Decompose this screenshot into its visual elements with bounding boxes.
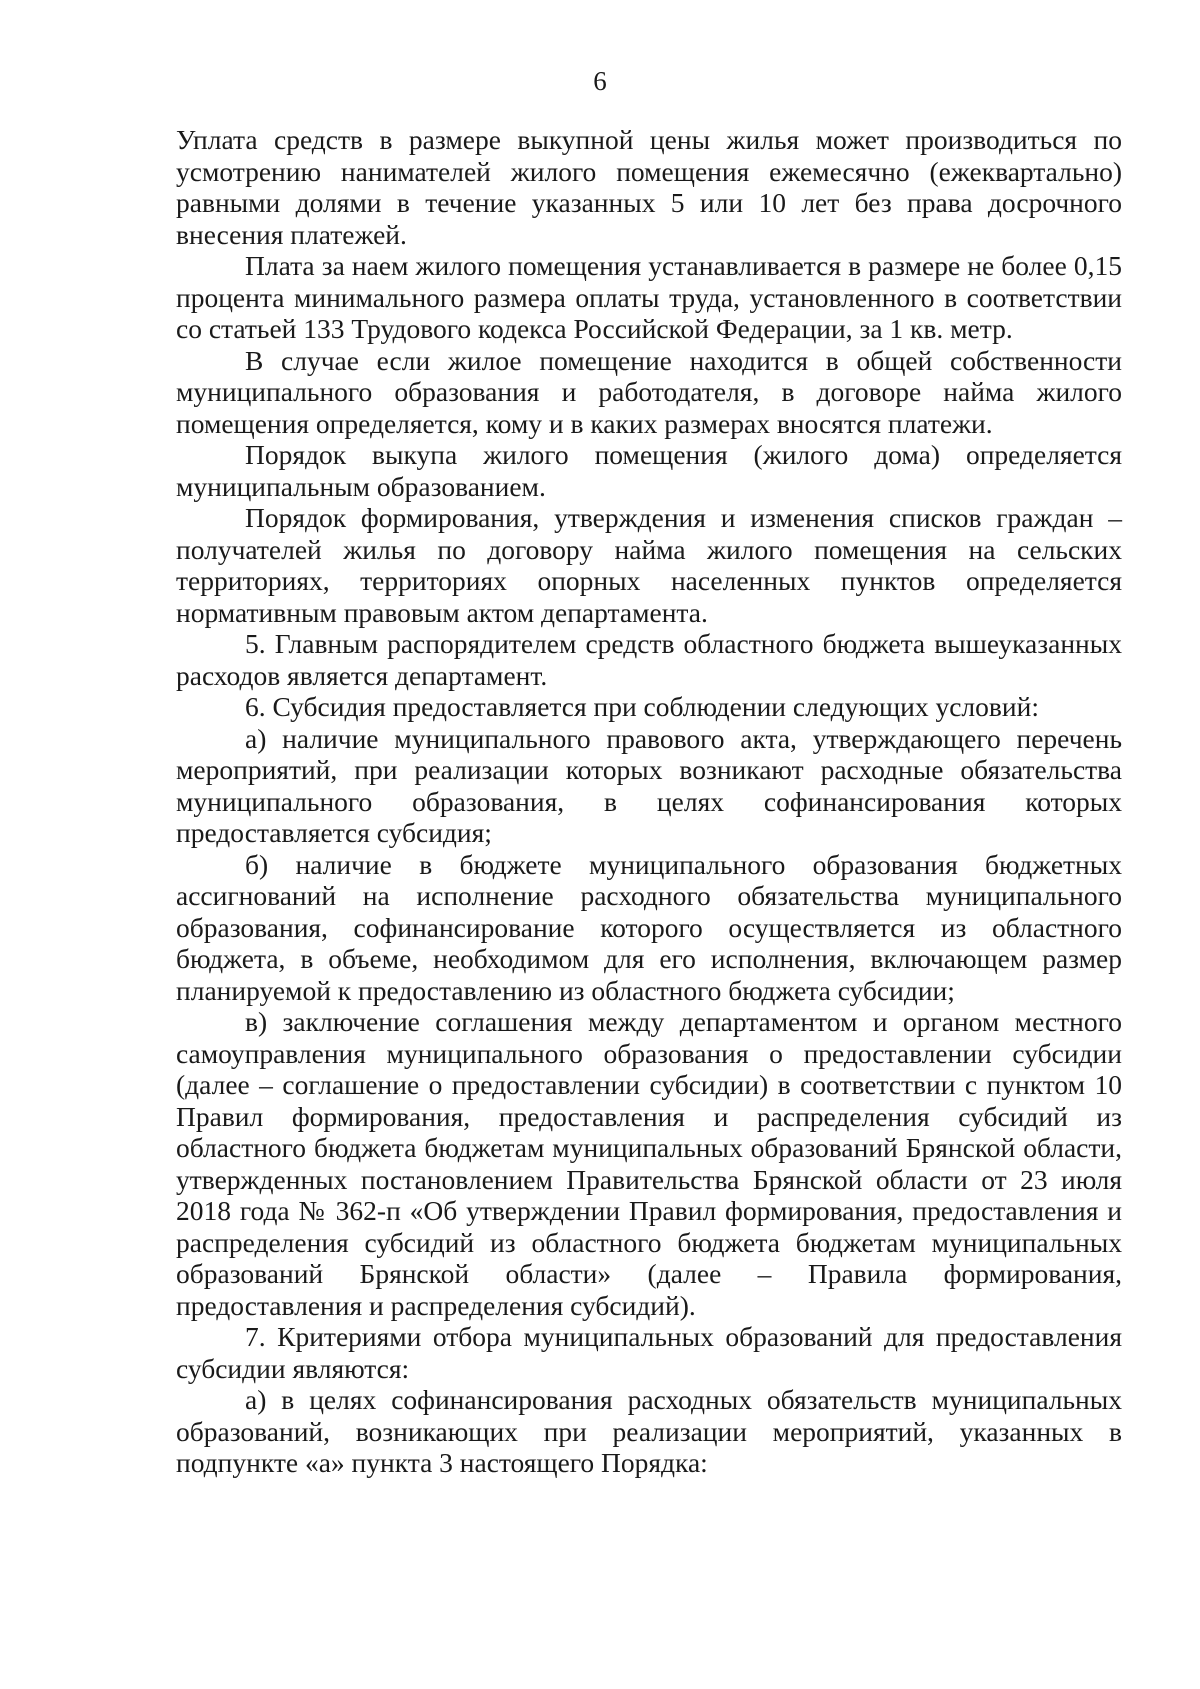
paragraph-item-6b: б) наличие в бюджете муниципального образования бюджетных ассигнований на исполнение расходного обязательства муниципального образования, софинансирование которого осуществляется из областного бюджета, в объеме, необходимом для его исполнения, включающем размер планируемой к предоставлению из областного бюджета субсидии; [176,848,1122,1006]
paragraph-payment-installments: Уплата средств в размере выкупной цены жилья может производиться по усмотрению нанимателей жилого помещения ежемесячно (ежеквартально) равными долями в течение указанных 5 или 10 лет без права досрочного внесения платежей. [176,124,1122,250]
body-text [176,124,1122,1479]
paragraph-shared-ownership: В случае если жилое помещение находится в общей собственности муниципального образования и работодателя, в договоре найма жилого помещения определяется, кому и в каких размерах вносятся платежи. [176,344,1122,439]
paragraph-item-7: 7. Критериями отбора муниципальных образований для предоставления субсидии являются: [176,1321,1122,1384]
paragraph-item-6v: в) заключение соглашения между департаментом и органом местного самоуправления муниципального образования о предоставлении субсидии (далее – соглашение о предоставлении субсидии) в соответствии с пунктом 10 Правил формирования, предоставления и распределения субсидий из областного бюджета бюджетам муниципальных образований Брянской области, утвержденных постановлением Правительства Брянской области от 23 июля 2018 года № 362-п «Об утверждении Правил формирования, предоставления и распределения субсидий из областного бюджета бюджетам муниципальных образований Брянской области» (далее – Правила формирования, предоставления и распределения субсидий). [176,1006,1122,1321]
paragraph-item-5: 5. Главным распорядителем средств областного бюджета вышеуказанных расходов является департамент. [176,628,1122,691]
paragraph-recipient-lists: Порядок формирования, утверждения и изменения списков граждан – получателей жилья по договору найма жилого помещения на сельских территориях, территориях опорных населенных пунктов определяется нормативным правовым актом департамента. [176,502,1122,628]
paragraph-item-6a: а) наличие муниципального правового акта, утверждающего перечень мероприятий, при реализации которых возникают расходные обязательства муниципального образования, в целях софинансирования которых предоставляется субсидия; [176,722,1122,848]
paragraph-rent-fee: Плата за наем жилого помещения устанавливается в размере не более 0,15 процента минимального размера оплаты труда, установленного в соответствии со статьей 133 Трудового кодекса Российской Федерации, за 1 кв. метр. [176,250,1122,344]
page-number: 6 [593,66,607,96]
paragraph-buyout-procedure: Порядок выкупа жилого помещения (жилого дома) определяется муниципальным образованием. [176,439,1122,502]
paragraph-item-6: 6. Субсидия предоставляется при соблюдении следующих условий: [245,691,1039,722]
paragraph-item-7a: а) в целях софинансирования расходных обязательств муниципальных образований, возникающих при реализации мероприятий, указанных в подпункте «а» пункта 3 настоящего Порядка: [176,1384,1122,1478]
